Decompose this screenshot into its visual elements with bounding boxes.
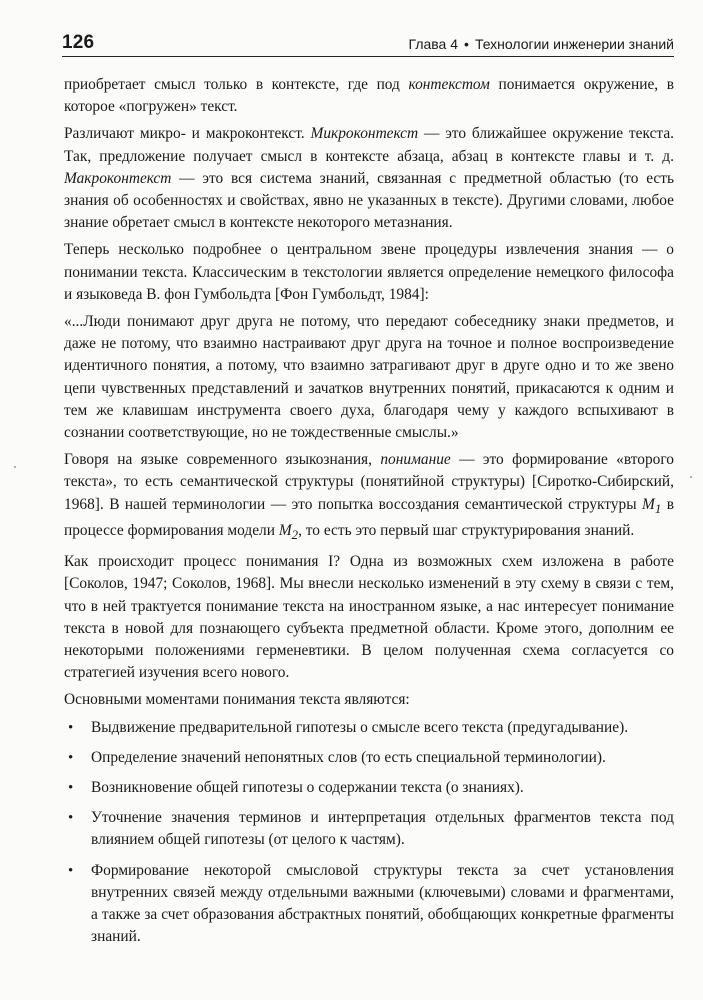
bullet-icon: • [68,719,74,736]
bullet-icon: • [68,749,74,766]
list-item-text: Возникновение общей гипотезы о содержании текста (о знаниях). [91,779,524,797]
p1-text-a: приобретает смысл только в контексте, где под [64,76,409,93]
model-m2-index: 2 [291,528,299,543]
p2-text-a: Различают микро- и макроконтекст. [64,125,311,143]
list-item-text: Уточнение значения терминов и интерпретация отдельных фрагментов текста под влиянием общей гипотезы (от целого к частям). [91,809,674,849]
p2-text-c: — это вся система знаний, связанная с предметной областью (то есть знания об особенностях и свойствах, явно не указанных в тексте). Другими словами, любое знание обретает смысл в контексте некоторого метазнания. [64,169,674,232]
p5-text-d: , то есть это первый шаг структурирования знаний. [298,521,635,539]
quote-humboldt: «...Люди понимают друг друга не потому, что передают собеседнику знаки предметов, и даже не потому, что взаимно настраивают друг друга на точное и полное воспроизведение идентичного понятия, а потому, что взаимно затрагивают друг в друге одно и то же звено цепи чувственных представлений и зачатков внутренних понятий, прикасаются к одним и тем же клавишам инструмента своего духа, благодаря чему у каждого вспыхивают в сознании соответствующие, но не тождественные смыслы.» [64,313,674,442]
p5-text-c: в процессе формирования модели [64,495,674,539]
p2-text-b: — это ближайшее окружение текста. Так, предложение получает смысл в контексте абзаца, абзац в контексте главы и т. д. [64,125,674,165]
body-text [64,74,674,956]
term-context: контекстом [408,76,490,93]
paragraph-2 [64,123,674,234]
scan-speck [14,466,16,468]
understanding-steps-list [64,717,674,949]
paragraph-7: Основными моментами понимания текста являются: [64,691,410,709]
paragraph-5 [64,449,674,546]
paragraph-1 [64,74,674,118]
list-item [64,777,674,799]
list-item-text: Выдвижение предварительной гипотезы о смысле всего текста (предугадывание). [91,718,629,736]
p5-text-b: — это формирование «второго текста», то есть семантической структуры (понятийной структуры) [Сиротко-Сибирский, 1968]. В нашей терминологии — это попытка воссоздания семантической структуры [64,451,674,513]
bullet-icon: • [68,810,74,827]
bullet-icon: • [68,780,74,797]
scan-speck [690,476,692,478]
term-macrocontext: Макроконтекст [64,169,172,187]
separator-bullet: • [464,36,469,52]
model-m2-letter: M [278,521,292,539]
list-item-text: Определение значений непонятных слов (то есть специальной терминологии). [91,748,606,766]
list-item [64,717,674,739]
model-m1 [642,495,662,516]
header-rule [62,56,674,57]
model-m2 [278,521,299,543]
p5-text-a: Говоря на языке современного языкознания, [64,451,381,469]
list-item [64,747,674,769]
paragraph-6: Как происходит процесс понимания I? Одна из возможных схем изложена в работе [Соколов, 1947; Соколов, 1968]. Мы внесли несколько изменений в эту схему в связи с тем, что в ней трактуется понимание текста на иностранном языке, а нас интересует понимание текста в новой для познающего субъекта предметной области. Кроме этого, дополним ее некоторыми положениями герменевтики. В целом полученная схема согласуется со стратегией изучения всего нового. [64,553,674,682]
p1-text-b: понимается окружение, в которое «погружен» текст. [64,76,675,116]
page-number: 126 [62,32,95,53]
paragraph-3: Теперь несколько подробнее о центральном звене процедуры извлечения знания — о понимании текста. Классическим в текстологии является определение немецкого философа и языковеда В. фон Гумбольдта [Фон Гумбольдт, 1984]: [64,241,674,303]
bullet-icon: • [68,862,74,879]
list-item-text: Формирование некоторой смысловой структуры текста за счет установления внутренних связей между отдельными важными (ключевыми) словами и фрагментами, а также за счет образования абстрактных понятий, обобщающих конкретные фрагменты знаний. [91,861,674,946]
list-item [64,860,674,949]
model-m1-index: 1 [654,501,662,516]
term-microcontext: Микроконтекст [310,125,419,143]
running-head [409,36,674,54]
chapter-label: Глава 4 [408,36,459,52]
page-header [62,26,674,54]
model-m1-letter: M [642,495,655,513]
term-understanding: понимание [380,451,451,469]
chapter-title: Технологии инженерии знаний [474,36,674,52]
list-item [64,807,674,851]
